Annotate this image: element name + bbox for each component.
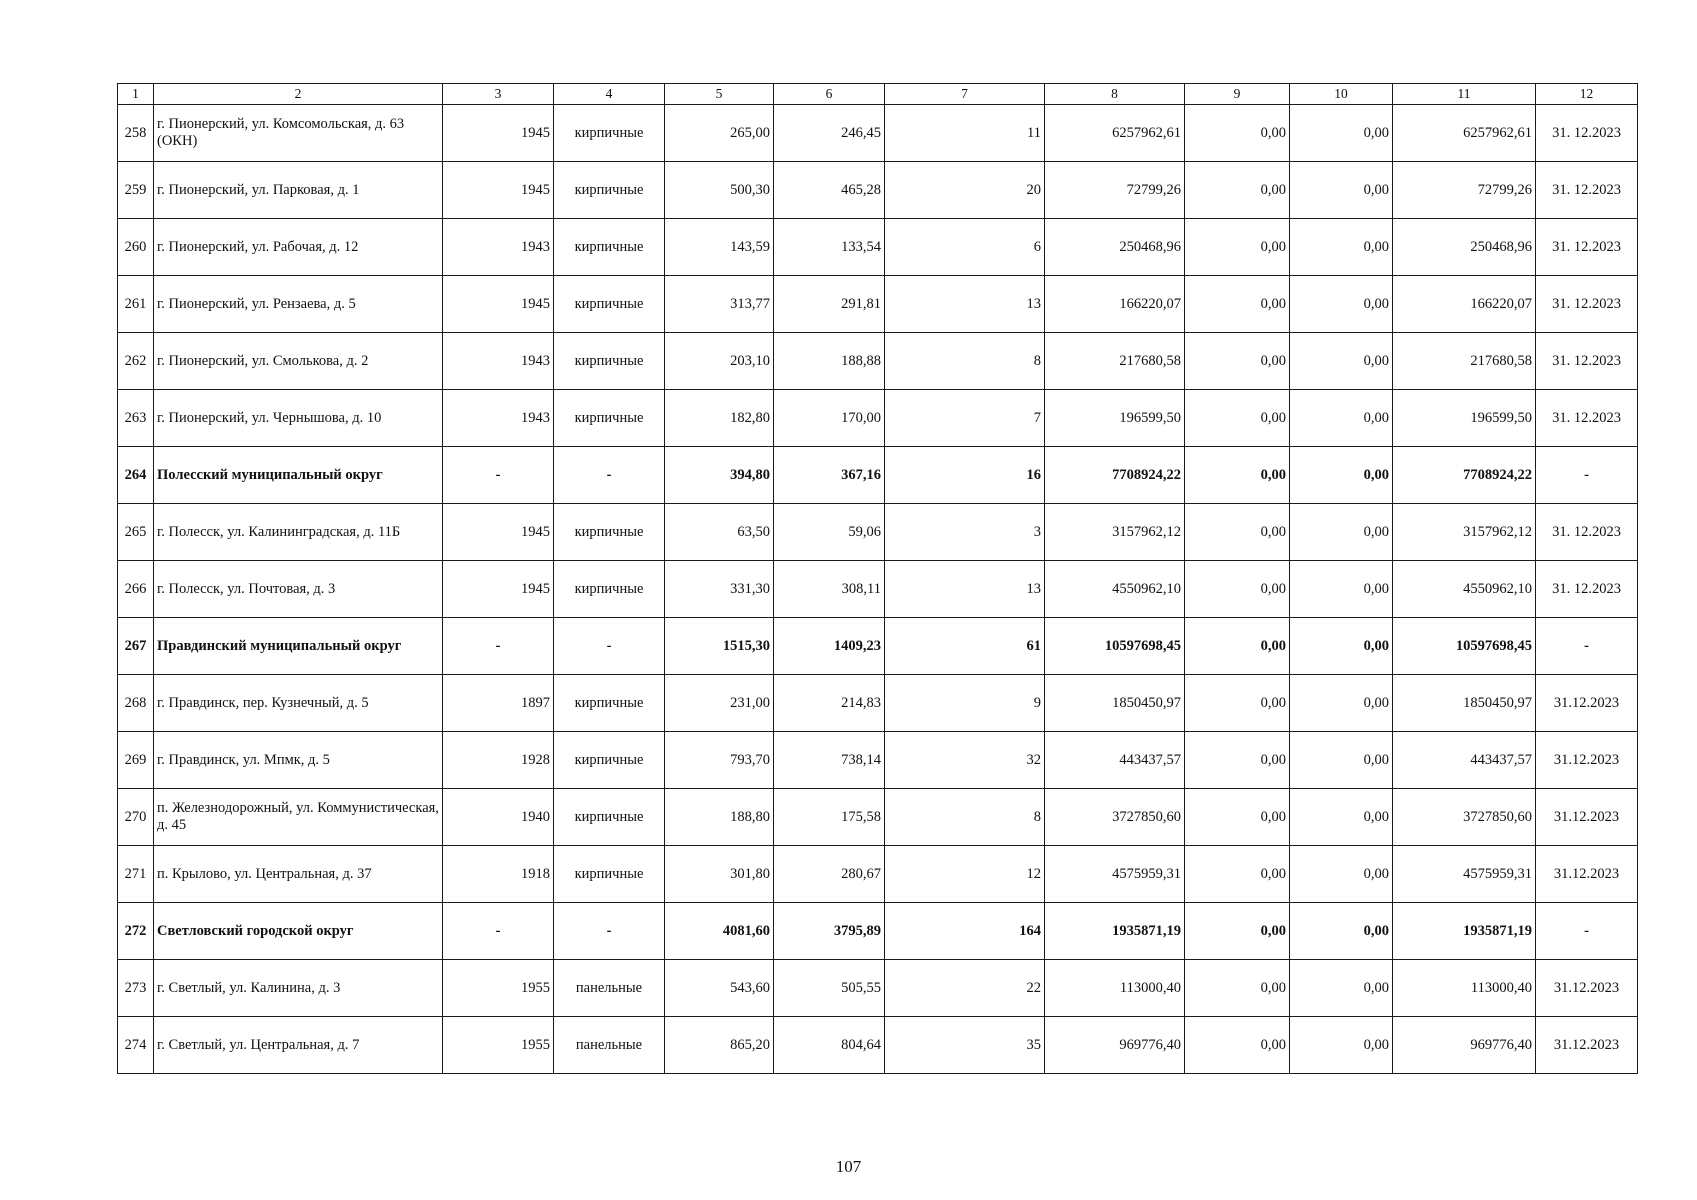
col10-cell: 0,00 [1290, 447, 1393, 504]
wall-material-cell: кирпичные [554, 789, 665, 846]
table-row [118, 960, 1638, 1017]
column-header: 8 [1045, 84, 1185, 105]
col11-cell: 217680,58 [1393, 333, 1536, 390]
col7-cell: 11 [885, 105, 1045, 162]
col8-cell: 166220,07 [1045, 276, 1185, 333]
col6-cell: 170,00 [774, 390, 885, 447]
col5-cell: 265,00 [665, 105, 774, 162]
address-cell: г. Пионерский, ул. Чернышова, д. 10 [154, 390, 443, 447]
table-row [118, 561, 1638, 618]
address-cell: г. Пионерский, ул. Смолькова, д. 2 [154, 333, 443, 390]
table-row [118, 162, 1638, 219]
col8-cell: 3727850,60 [1045, 789, 1185, 846]
col10-cell: 0,00 [1290, 561, 1393, 618]
col6-cell: 214,83 [774, 675, 885, 732]
address-cell: г. Пионерский, ул. Рензаева, д. 5 [154, 276, 443, 333]
col10-cell: 0,00 [1290, 504, 1393, 561]
year-cell: - [443, 447, 554, 504]
date-cell: - [1536, 618, 1638, 675]
col10-cell: 0,00 [1290, 903, 1393, 960]
col8-cell: 250468,96 [1045, 219, 1185, 276]
wall-material-cell: - [554, 618, 665, 675]
row-number-cell: 261 [118, 276, 154, 333]
date-cell: 31. 12.2023 [1536, 162, 1638, 219]
col8-cell: 4575959,31 [1045, 846, 1185, 903]
date-cell: 31. 12.2023 [1536, 333, 1638, 390]
address-cell: г. Полесск, ул. Калининградская, д. 11Б [154, 504, 443, 561]
district-summary-row [118, 618, 1638, 675]
year-cell: 1955 [443, 1017, 554, 1074]
col11-cell: 3157962,12 [1393, 504, 1536, 561]
col7-cell: 13 [885, 276, 1045, 333]
table-row [118, 504, 1638, 561]
col8-cell: 4550962,10 [1045, 561, 1185, 618]
year-cell: 1943 [443, 390, 554, 447]
col10-cell: 0,00 [1290, 390, 1393, 447]
wall-material-cell: кирпичные [554, 162, 665, 219]
year-cell: 1918 [443, 846, 554, 903]
table-row [118, 846, 1638, 903]
col10-cell: 0,00 [1290, 675, 1393, 732]
address-cell: Светловский городской округ [154, 903, 443, 960]
col11-cell: 196599,50 [1393, 390, 1536, 447]
col6-cell: 738,14 [774, 732, 885, 789]
wall-material-cell: кирпичные [554, 732, 665, 789]
table-row [118, 732, 1638, 789]
year-cell: 1943 [443, 333, 554, 390]
wall-material-cell: панельные [554, 960, 665, 1017]
col7-cell: 9 [885, 675, 1045, 732]
column-header: 1 [118, 84, 154, 105]
col6-cell: 505,55 [774, 960, 885, 1017]
column-header: 7 [885, 84, 1045, 105]
year-cell: 1955 [443, 960, 554, 1017]
row-number-cell: 272 [118, 903, 154, 960]
col9-cell: 0,00 [1185, 561, 1290, 618]
row-number-cell: 260 [118, 219, 154, 276]
table-row [118, 675, 1638, 732]
row-number-cell: 266 [118, 561, 154, 618]
column-header: 3 [443, 84, 554, 105]
address-cell: Правдинский муниципальный округ [154, 618, 443, 675]
col10-cell: 0,00 [1290, 1017, 1393, 1074]
housing-table [117, 83, 1638, 1074]
address-cell: г. Полесск, ул. Почтовая, д. 3 [154, 561, 443, 618]
wall-material-cell: кирпичные [554, 846, 665, 903]
column-header: 12 [1536, 84, 1638, 105]
row-number-cell: 267 [118, 618, 154, 675]
table-row [118, 105, 1638, 162]
table-row [118, 390, 1638, 447]
row-number-cell: 268 [118, 675, 154, 732]
col8-cell: 1935871,19 [1045, 903, 1185, 960]
year-cell: 1943 [443, 219, 554, 276]
col7-cell: 16 [885, 447, 1045, 504]
col5-cell: 188,80 [665, 789, 774, 846]
col9-cell: 0,00 [1185, 789, 1290, 846]
col6-cell: 59,06 [774, 504, 885, 561]
col11-cell: 250468,96 [1393, 219, 1536, 276]
col9-cell: 0,00 [1185, 333, 1290, 390]
col9-cell: 0,00 [1185, 675, 1290, 732]
col7-cell: 32 [885, 732, 1045, 789]
col5-cell: 500,30 [665, 162, 774, 219]
wall-material-cell: кирпичные [554, 219, 665, 276]
col6-cell: 804,64 [774, 1017, 885, 1074]
col11-cell: 166220,07 [1393, 276, 1536, 333]
col6-cell: 291,81 [774, 276, 885, 333]
col8-cell: 443437,57 [1045, 732, 1185, 789]
col5-cell: 143,59 [665, 219, 774, 276]
year-cell: - [443, 903, 554, 960]
date-cell: 31. 12.2023 [1536, 390, 1638, 447]
date-cell: 31.12.2023 [1536, 675, 1638, 732]
district-summary-row [118, 903, 1638, 960]
col8-cell: 10597698,45 [1045, 618, 1185, 675]
col9-cell: 0,00 [1185, 846, 1290, 903]
col11-cell: 72799,26 [1393, 162, 1536, 219]
column-header: 10 [1290, 84, 1393, 105]
year-cell: 1945 [443, 276, 554, 333]
address-cell: г. Пионерский, ул. Рабочая, д. 12 [154, 219, 443, 276]
col9-cell: 0,00 [1185, 618, 1290, 675]
col10-cell: 0,00 [1290, 618, 1393, 675]
col9-cell: 0,00 [1185, 276, 1290, 333]
col10-cell: 0,00 [1290, 105, 1393, 162]
col8-cell: 113000,40 [1045, 960, 1185, 1017]
col6-cell: 188,88 [774, 333, 885, 390]
col8-cell: 6257962,61 [1045, 105, 1185, 162]
row-number-cell: 259 [118, 162, 154, 219]
col8-cell: 969776,40 [1045, 1017, 1185, 1074]
col9-cell: 0,00 [1185, 162, 1290, 219]
col7-cell: 22 [885, 960, 1045, 1017]
date-cell: - [1536, 903, 1638, 960]
col7-cell: 164 [885, 903, 1045, 960]
wall-material-cell: панельные [554, 1017, 665, 1074]
year-cell: 1945 [443, 504, 554, 561]
col5-cell: 4081,60 [665, 903, 774, 960]
year-cell: 1940 [443, 789, 554, 846]
col5-cell: 313,77 [665, 276, 774, 333]
col6-cell: 465,28 [774, 162, 885, 219]
col9-cell: 0,00 [1185, 105, 1290, 162]
column-number-header-row [118, 84, 1638, 105]
wall-material-cell: - [554, 903, 665, 960]
col9-cell: 0,00 [1185, 732, 1290, 789]
col5-cell: 1515,30 [665, 618, 774, 675]
col9-cell: 0,00 [1185, 504, 1290, 561]
wall-material-cell: кирпичные [554, 504, 665, 561]
wall-material-cell: - [554, 447, 665, 504]
col5-cell: 301,80 [665, 846, 774, 903]
col10-cell: 0,00 [1290, 960, 1393, 1017]
col11-cell: 969776,40 [1393, 1017, 1536, 1074]
district-summary-row [118, 447, 1638, 504]
address-cell: г. Правдинск, ул. Мпмк, д. 5 [154, 732, 443, 789]
column-header: 6 [774, 84, 885, 105]
date-cell: 31. 12.2023 [1536, 504, 1638, 561]
row-number-cell: 265 [118, 504, 154, 561]
col10-cell: 0,00 [1290, 219, 1393, 276]
row-number-cell: 274 [118, 1017, 154, 1074]
year-cell: - [443, 618, 554, 675]
date-cell: 31. 12.2023 [1536, 276, 1638, 333]
address-cell: г. Правдинск, пер. Кузнечный, д. 5 [154, 675, 443, 732]
col7-cell: 12 [885, 846, 1045, 903]
col6-cell: 246,45 [774, 105, 885, 162]
row-number-cell: 263 [118, 390, 154, 447]
row-number-cell: 258 [118, 105, 154, 162]
col5-cell: 793,70 [665, 732, 774, 789]
col7-cell: 7 [885, 390, 1045, 447]
table-row [118, 333, 1638, 390]
col10-cell: 0,00 [1290, 162, 1393, 219]
col10-cell: 0,00 [1290, 846, 1393, 903]
row-number-cell: 269 [118, 732, 154, 789]
row-number-cell: 264 [118, 447, 154, 504]
col11-cell: 6257962,61 [1393, 105, 1536, 162]
col9-cell: 0,00 [1185, 960, 1290, 1017]
date-cell: 31. 12.2023 [1536, 561, 1638, 618]
col8-cell: 217680,58 [1045, 333, 1185, 390]
row-number-cell: 270 [118, 789, 154, 846]
year-cell: 1945 [443, 561, 554, 618]
col8-cell: 3157962,12 [1045, 504, 1185, 561]
col10-cell: 0,00 [1290, 276, 1393, 333]
year-cell: 1928 [443, 732, 554, 789]
row-number-cell: 273 [118, 960, 154, 1017]
column-header: 5 [665, 84, 774, 105]
col6-cell: 367,16 [774, 447, 885, 504]
col9-cell: 0,00 [1185, 219, 1290, 276]
date-cell: 31.12.2023 [1536, 1017, 1638, 1074]
col8-cell: 1850450,97 [1045, 675, 1185, 732]
column-header: 11 [1393, 84, 1536, 105]
col11-cell: 3727850,60 [1393, 789, 1536, 846]
table-row [118, 789, 1638, 846]
col11-cell: 7708924,22 [1393, 447, 1536, 504]
col6-cell: 308,11 [774, 561, 885, 618]
col10-cell: 0,00 [1290, 732, 1393, 789]
year-cell: 1945 [443, 105, 554, 162]
col11-cell: 443437,57 [1393, 732, 1536, 789]
col6-cell: 175,58 [774, 789, 885, 846]
col8-cell: 72799,26 [1045, 162, 1185, 219]
wall-material-cell: кирпичные [554, 675, 665, 732]
col6-cell: 280,67 [774, 846, 885, 903]
col11-cell: 113000,40 [1393, 960, 1536, 1017]
row-number-cell: 262 [118, 333, 154, 390]
col7-cell: 35 [885, 1017, 1045, 1074]
date-cell: - [1536, 447, 1638, 504]
col11-cell: 4575959,31 [1393, 846, 1536, 903]
col11-cell: 1935871,19 [1393, 903, 1536, 960]
col11-cell: 10597698,45 [1393, 618, 1536, 675]
date-cell: 31.12.2023 [1536, 846, 1638, 903]
col9-cell: 0,00 [1185, 903, 1290, 960]
year-cell: 1897 [443, 675, 554, 732]
col8-cell: 196599,50 [1045, 390, 1185, 447]
date-cell: 31.12.2023 [1536, 960, 1638, 1017]
col8-cell: 7708924,22 [1045, 447, 1185, 504]
page-number: 107 [835, 1157, 862, 1176]
address-cell: Полесский муниципальный округ [154, 447, 443, 504]
wall-material-cell: кирпичные [554, 390, 665, 447]
col10-cell: 0,00 [1290, 789, 1393, 846]
year-cell: 1945 [443, 162, 554, 219]
col9-cell: 0,00 [1185, 1017, 1290, 1074]
col9-cell: 0,00 [1185, 390, 1290, 447]
address-cell: г. Светлый, ул. Центральная, д. 7 [154, 1017, 443, 1074]
column-header: 9 [1185, 84, 1290, 105]
col5-cell: 331,30 [665, 561, 774, 618]
col7-cell: 61 [885, 618, 1045, 675]
wall-material-cell: кирпичные [554, 105, 665, 162]
row-number-cell: 271 [118, 846, 154, 903]
col7-cell: 8 [885, 333, 1045, 390]
col5-cell: 182,80 [665, 390, 774, 447]
table-row [118, 219, 1638, 276]
table-row [118, 1017, 1638, 1074]
address-cell: г. Светлый, ул. Калинина, д. 3 [154, 960, 443, 1017]
col5-cell: 231,00 [665, 675, 774, 732]
col10-cell: 0,00 [1290, 333, 1393, 390]
col5-cell: 63,50 [665, 504, 774, 561]
col7-cell: 6 [885, 219, 1045, 276]
address-cell: п. Крылово, ул. Центральная, д. 37 [154, 846, 443, 903]
column-header: 4 [554, 84, 665, 105]
col5-cell: 543,60 [665, 960, 774, 1017]
col6-cell: 1409,23 [774, 618, 885, 675]
col7-cell: 20 [885, 162, 1045, 219]
address-cell: г. Пионерский, ул. Комсомольская, д. 63 (ОКН) [154, 105, 443, 162]
wall-material-cell: кирпичные [554, 333, 665, 390]
col5-cell: 203,10 [665, 333, 774, 390]
col7-cell: 8 [885, 789, 1045, 846]
wall-material-cell: кирпичные [554, 561, 665, 618]
col5-cell: 394,80 [665, 447, 774, 504]
column-header: 2 [154, 84, 443, 105]
date-cell: 31.12.2023 [1536, 789, 1638, 846]
col7-cell: 3 [885, 504, 1045, 561]
address-cell: п. Железнодорожный, ул. Коммунистическая, д. 45 [154, 789, 443, 846]
col6-cell: 133,54 [774, 219, 885, 276]
date-cell: 31.12.2023 [1536, 732, 1638, 789]
col11-cell: 4550962,10 [1393, 561, 1536, 618]
table-row [118, 276, 1638, 333]
col5-cell: 865,20 [665, 1017, 774, 1074]
col9-cell: 0,00 [1185, 447, 1290, 504]
col6-cell: 3795,89 [774, 903, 885, 960]
col7-cell: 13 [885, 561, 1045, 618]
col11-cell: 1850450,97 [1393, 675, 1536, 732]
address-cell: г. Пионерский, ул. Парковая, д. 1 [154, 162, 443, 219]
wall-material-cell: кирпичные [554, 276, 665, 333]
date-cell: 31. 12.2023 [1536, 105, 1638, 162]
date-cell: 31. 12.2023 [1536, 219, 1638, 276]
